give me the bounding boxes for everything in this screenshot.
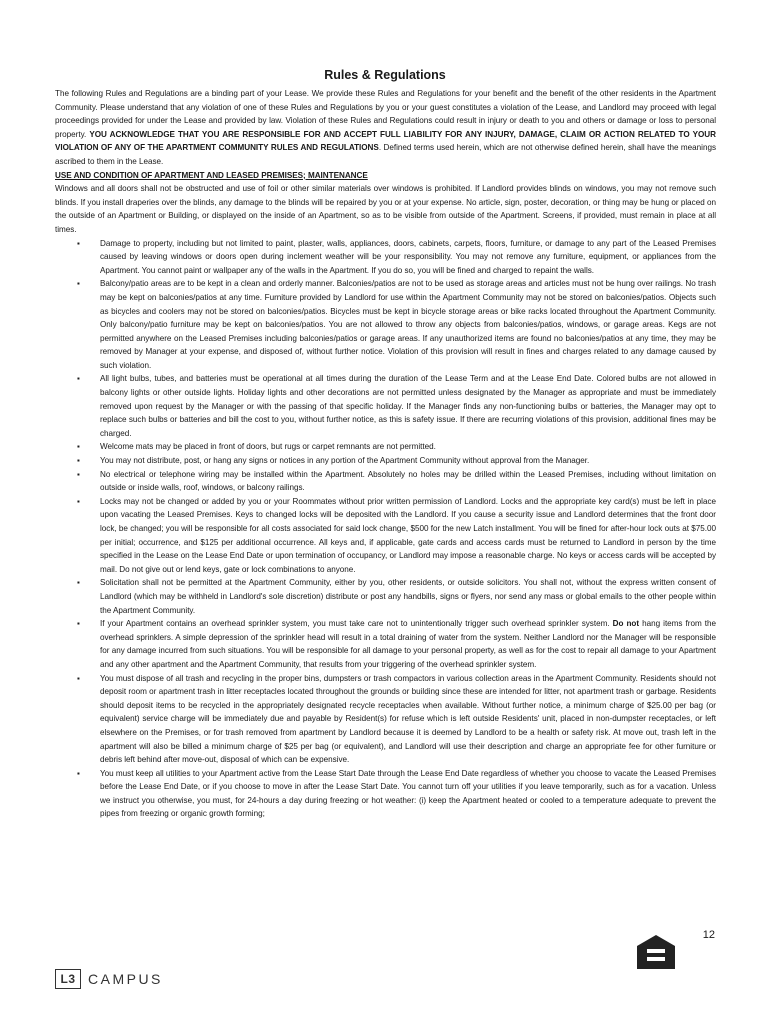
- list-item: [55, 576, 716, 617]
- rule-text: Locks may not be changed or added by you or your Roommates without prior written permission of Landlord. Locks and the appropriate key card(s) must be left in place upon vacating the Leased Premises. Keys to changed locks will be deposited with the Landlord. If you cause a security issue and Landlord determines that the front door lock, be changed; you will be responsible for all costs associated for said lock change, $500 for the new Latch installment. You will be fined for after-hour lock outs at $75.00 per initial; occurrence, and $125 per additional occurrence. All keys and, if applicable, gate cards and access cards must be returned to Landlord in person by the time specified in the Lease on the Lease End Date or upon termination of occupancy, or Landlord may impose a reasonable charge. No keys or access cards will be accepted by mail. Do not give out or lend keys, gate or lock combinations to anyone.: [100, 496, 716, 574]
- list-item: [55, 468, 716, 495]
- list-item: [55, 440, 716, 454]
- list-item: [55, 372, 716, 440]
- bullet-icon: ▪: [77, 456, 80, 466]
- bullet-icon: ▪: [77, 673, 80, 683]
- bullet-icon: ▪: [77, 578, 80, 588]
- section-paragraph: Windows and all doors shall not be obstructed and use of foil or other similar materials over windows is prohibited. If Landlord provides blinds on windows, you may not remove such blinds. If you install draperies over the blinds, any damage to the blinds will be repaired by you or at your expense. No article, sign, poster, decoration, or thing may be hung or placed on the outside of an Apartment or Building, or displayed on the inside of an Apartment, so as to be visible from outside of the Apartment. Screens, if provided, must remain in place at all times.: [55, 184, 716, 234]
- sprinkler-bold: Do not: [612, 619, 640, 629]
- list-item: [55, 672, 716, 767]
- bullet-icon: ▪: [77, 442, 80, 452]
- sprinkler-text-2: hang items from the overhead sprinklers. A simple depression of the sprinkler head will result in a total draining of water from the system. Neither Landlord nor the Manager will be responsible for any damage incurred from such situations. You will be responsible for all damage to your personal property, as well as for the cost to repair all damage to your Apartment and any other apartment and the Apartment Community, that results from your triggering of the overhead sprinkler system.: [100, 619, 716, 669]
- rule-text: Solicitation shall not be permitted at the Apartment Community, either by you, other residents, or outside solicitors. You shall not, without the express written consent of Landlord (which may be withheld in Landlord's sole discretion) distribute or post any handbills, signs or flyers, nor send any mass or global emails to the other people within the Apartment Community.: [100, 578, 716, 615]
- rule-text: All light bulbs, tubes, and batteries must be operational at all times during the duration of the Lease Term and at the Lease End Date. Colored bulbs are not allowed in balcony lights or other outside lights. Holiday lights and other decorations are not permitted unless designated by the Manager as appropriate and must be immediately removed upon request by the Manager or with the passing of that specific holiday. If the Manager finds any non-functioning bulbs or batteries, the Manager may opt to replace such bulbs or batteries and bill the cost to you, without further notice, as this is safety issue. If there are recurring violations of this provision, additional fines may be charged.: [100, 374, 716, 438]
- intro-liability-bold: YOU ACKNOWLEDGE THAT YOU ARE RESPONSIBLE FOR AND ACCEPT FULL LIABILITY FOR ANY INJURY, DAMAGE, CLAIM OR ACTION RELATED TO YOUR VIOLATION OF ANY OF THE APARTMENT COMMUNITY RULES AND REGULATIONS: [55, 129, 716, 153]
- list-item: [55, 617, 716, 671]
- rule-text: You must dispose of all trash and recycling in the proper bins, dumpsters or trash compactors in various collection areas in the Apartment Community. Residents should not deposit room or apartment trash in litter receptacles located throughout the grounds or building since these are intended for litter, not apartment trash or garbage. Residents should deposit items to be recycled in the appropriately designated recycle receptacles when available. Without further notice, a minimum charge of $25.00 per bag (or equivalent) service charge will be immediately due and payable by Resident(s) for refuse which is left outside Residents' unit, placed in non-dumpster receptacles, or left elsewhere on the Premises, or for trash removed from apartment by Landlord because it is deemed by Landlord to be a health or safety risk. At move out, trash left in the apartment will also be billed a minimum charge of $25 per bag (or equivalent), and Landlord will use their description and charge an appropriate fee for other furniture or debris left behind after move-out, disposal of which can be expensive.: [100, 673, 716, 765]
- bullet-icon: ▪: [77, 279, 80, 289]
- bullet-icon: ▪: [77, 496, 80, 506]
- list-item: [55, 495, 716, 577]
- page-title: Rules & Regulations: [324, 68, 446, 82]
- intro-paragraph: [55, 87, 716, 169]
- logo-text: CAMPUS: [88, 971, 163, 987]
- rule-text: You must keep all utilities to your Apartment active from the Lease Start Date through the Lease End Date regardless of whether you choose to vacate the Leased Premises before the Lease End Date, or if you choose to move in after the Lease Start Date. You cannot turn off your utilities if you leave temporarily, such as for a vacation. Unless we instruct you otherwise, you must, for 24-hours a day during freezing or hot weather: (i) keep the Apartment heated or cooled to a temperature adequate to prevent the pipes from freezing or organic growth forming;: [100, 768, 716, 819]
- rule-text: No electrical or telephone wiring may be installed within the Apartment. Absolutely no holes may be drilled within the Leased Premises, including without limitation on outside or inside walls, roof, windows, or balcony railings.: [100, 469, 716, 493]
- equal-housing-opportunity-icon: [636, 933, 676, 976]
- intro-text-2: . Defined terms used herein, which are not otherwise defined herein, shall have the meanings ascribed to them in the Lease.: [55, 143, 716, 166]
- rule-text: Balcony/patio areas are to be kept in a clean and orderly manner. Balconies/patios are not to be used as storage areas and articles must not be hung over railings. No trash may be kept on balconies/patios at any time. Furniture provided by Landlord for use within the Apartment Community may not be stored on balconies/patios. Objects such as bicycles and coolers may not be stored on balconies/patios. Bicycles must be kept in bicycle storage areas or bike racks located throughout the Apartment Community. Only balcony/patio furniture may be kept on balconies/patios. You are not allowed to throw any objects from balconies/patios, windows, or garage areas. Kegs are not permitted anywhere on the Leased Premises including balconies/patios or garage areas. If any unauthorized items are found no balconies/patios at any time, they may be removed by Manager at your expense, and disposed of, without further notice. Violation of this provision will result in fines and charges related to any damage caused by such violation.: [100, 279, 716, 370]
- intro-text-1: The following Rules and Regulations are a binding part of your Lease. We provide these Rules and Regulations for your benefit and the benefit of the other residents in the Apartment Community. Please understand that any violation of one of these Rules and Regulations by you or your guest constitutes a violation of the Lease, and Landlord may proceed with legal proceedings provided for under the Lease and provided by law. Violation of these Rules and Regulations could result in injury or death to you and others or damage or loss to personal property.: [55, 89, 716, 139]
- rule-text: You may not distribute, post, or hang any signs or notices in any portion of the Apartment Community without approval from the Manager.: [100, 456, 590, 466]
- l3-campus-logo: [55, 968, 163, 990]
- section-heading: USE AND CONDITION OF APARTMENT AND LEASED PREMISES; MAINTENANCE: [55, 170, 368, 180]
- list-item: [55, 237, 716, 278]
- list-item: [55, 454, 716, 468]
- bullet-icon: ▪: [77, 768, 80, 778]
- list-item: [55, 767, 716, 821]
- rules-list: [55, 237, 716, 822]
- sprinkler-text-1: If your Apartment contains an overhead sprinkler system, you must take care not to unintentionally trigger such overhead sprinkler system.: [100, 619, 613, 629]
- rule-text: Damage to property, including but not limited to paint, plaster, walls, appliances, doors, cabinets, carpets, floors, furniture, or damage to any part of the Leased Premises caused by leaving windows or doors open during inclement weather will be your responsibility. You may not remove any furniture, equipment, or appliances from the Apartment. You cannot paint or wallpaper any of the walls in the Apartment. If you do so, you will be fined and charged to repaint the walls.: [100, 238, 716, 275]
- bullet-icon: ▪: [77, 374, 80, 384]
- bullet-icon: ▪: [77, 238, 80, 248]
- bullet-icon: ▪: [77, 469, 80, 479]
- list-item: [55, 277, 716, 372]
- bullet-icon: ▪: [77, 619, 80, 629]
- document-body: [55, 87, 716, 821]
- rule-text: Welcome mats may be placed in front of doors, but rugs or carpet remnants are not permitted.: [100, 442, 436, 452]
- logo-mark: L3: [55, 969, 81, 989]
- page-number: 12: [702, 929, 715, 941]
